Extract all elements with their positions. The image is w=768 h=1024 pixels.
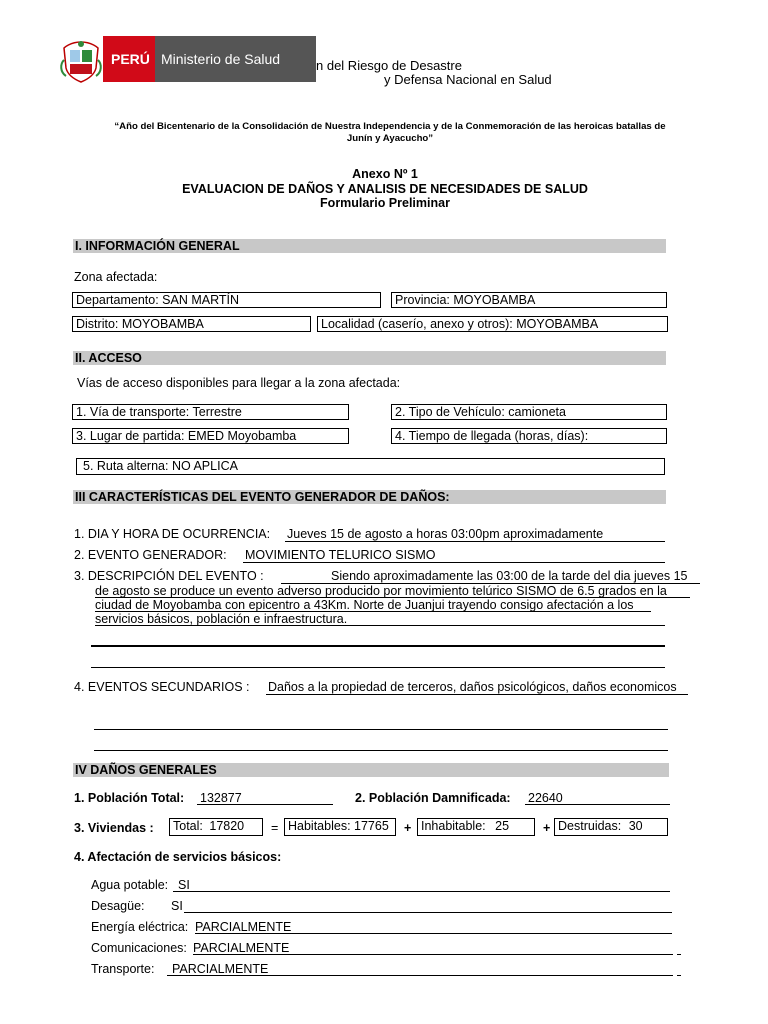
distrito-field[interactable]: Distrito: MOYOBAMBA: [72, 316, 311, 332]
item4-value: Daños a la propiedad de terceros, daños psicológicos, daños economicos: [268, 680, 677, 694]
via-transporte-field[interactable]: 1. Vía de transporte: Terrestre: [72, 404, 349, 420]
poblacion-total-label: 1. Población Total:: [74, 791, 185, 805]
agua-value[interactable]: SI: [178, 878, 190, 892]
viviendas-destruidas-field[interactable]: Destruidas: 30: [554, 818, 668, 836]
section-3-heading: III CARACTERÍSTICAS DEL EVENTO GENERADOR DE DAÑOS:: [73, 490, 666, 504]
poblacion-damnificada-label: 2. Población Damnificada:: [355, 791, 511, 805]
transporte-value[interactable]: PARCIALMENTE: [172, 962, 269, 976]
annex-number: Anexo Nº 1: [352, 167, 418, 181]
poblacion-total-value[interactable]: 132877: [200, 791, 242, 805]
zone-label: Zona afectada:: [74, 270, 158, 284]
ruta-alterna-field[interactable]: 5. Ruta alterna: NO APLICA: [76, 458, 665, 475]
servicios-label: 4. Afectación de servicios básicos:: [74, 850, 282, 864]
item2-label: 2. EVENTO GENERADOR:: [74, 548, 227, 562]
viviendas-label: 3. Viviendas :: [74, 821, 154, 835]
item2-value: MOVIMIENTO TELURICO SISMO: [245, 548, 436, 562]
comunicaciones-label: Comunicaciones:: [91, 941, 187, 955]
item3-line-3: ciudad de Moyobamba con epicentro a 43Km. Norte de Juanjui trayendo consigo afectación a los: [95, 598, 634, 612]
comunicaciones-value[interactable]: PARCIALMENTE: [193, 941, 290, 955]
title-sub: Formulario Preliminar: [320, 196, 450, 210]
transporte-label: Transporte:: [91, 962, 155, 976]
minsa-logo: [103, 36, 316, 82]
item3-line-4: servicios básicos, población e infraestructura.: [95, 612, 348, 626]
viviendas-total-field[interactable]: Total: 17820: [169, 818, 263, 836]
energia-value[interactable]: PARCIALMENTE: [195, 920, 292, 934]
viviendas-inhabitable-field[interactable]: Inhabitable: 25: [417, 818, 535, 836]
tiempo-llegada-field[interactable]: 4. Tiempo de llegada (horas, días):: [391, 428, 667, 444]
item1-value: Jueves 15 de agosto a horas 03:00pm aproximadamente: [287, 527, 604, 541]
tipo-vehiculo-field[interactable]: 2. Tipo de Vehículo: camioneta: [391, 404, 667, 420]
item3-line-1: Siendo aproximadamente las 03:00 de la tarde del dia jueves 15: [331, 569, 688, 583]
section-2-heading: II. ACCESO: [73, 351, 666, 365]
section-4-heading: IV DAÑOS GENERALES: [73, 763, 669, 777]
energia-label: Energía eléctrica:: [91, 920, 189, 934]
item1-label: 1. DIA Y HORA DE OCURRENCIA:: [74, 527, 271, 541]
agua-label: Agua potable:: [91, 878, 169, 892]
logo-ministry: Ministerio de Salud: [161, 51, 281, 67]
desague-value[interactable]: SI: [171, 899, 183, 913]
office-line-2: y Defensa Nacional en Salud: [384, 72, 552, 87]
logo-country: PERÚ: [111, 51, 150, 67]
form-title: [160, 167, 610, 211]
section-1-heading: I. INFORMACIÓN GENERAL: [73, 239, 666, 253]
year-motto: “Año del Bicentenario de la Consolidación de Nuestra Independencia y de la Conmemoración de las heroicas batallas de Junín y Ayacucho”: [114, 121, 666, 144]
viviendas-habitables-field[interactable]: Habitables: 17765: [284, 818, 396, 836]
item4-label: 4. EVENTOS SECUNDARIOS :: [74, 680, 250, 694]
plus-sign-2: +: [543, 821, 551, 835]
poblacion-damnificada-value[interactable]: 22640: [528, 791, 563, 805]
localidad-field[interactable]: Localidad (caserío, anexo y otros): MOYOBAMBA: [317, 316, 668, 332]
plus-sign-1: +: [404, 821, 412, 835]
item3-line-2: de agosto se produce un evento adverso producido por movimiento telúrico SISMO de 6.5 grados en la: [95, 584, 667, 598]
item3-label: 3. DESCRIPCIÓN DEL EVENTO :: [74, 569, 264, 583]
equals-sign: =: [271, 821, 279, 835]
access-intro: Vías de acceso disponibles para llegar a la zona afectada:: [77, 376, 401, 390]
lugar-partida-field[interactable]: 3. Lugar de partida: EMED Moyobamba: [72, 428, 349, 444]
desague-label: Desagüe:: [91, 899, 145, 913]
title-main: EVALUACION DE DAÑOS Y ANALISIS DE NECESIDADES DE SALUD: [182, 181, 588, 196]
office-line-1: n del Riesgo de Desastre: [316, 58, 462, 73]
provincia-field[interactable]: Provincia: MOYOBAMBA: [391, 292, 667, 308]
departamento-field[interactable]: Departamento: SAN MARTÍN: [72, 292, 381, 308]
peru-crest-icon: [58, 38, 104, 84]
